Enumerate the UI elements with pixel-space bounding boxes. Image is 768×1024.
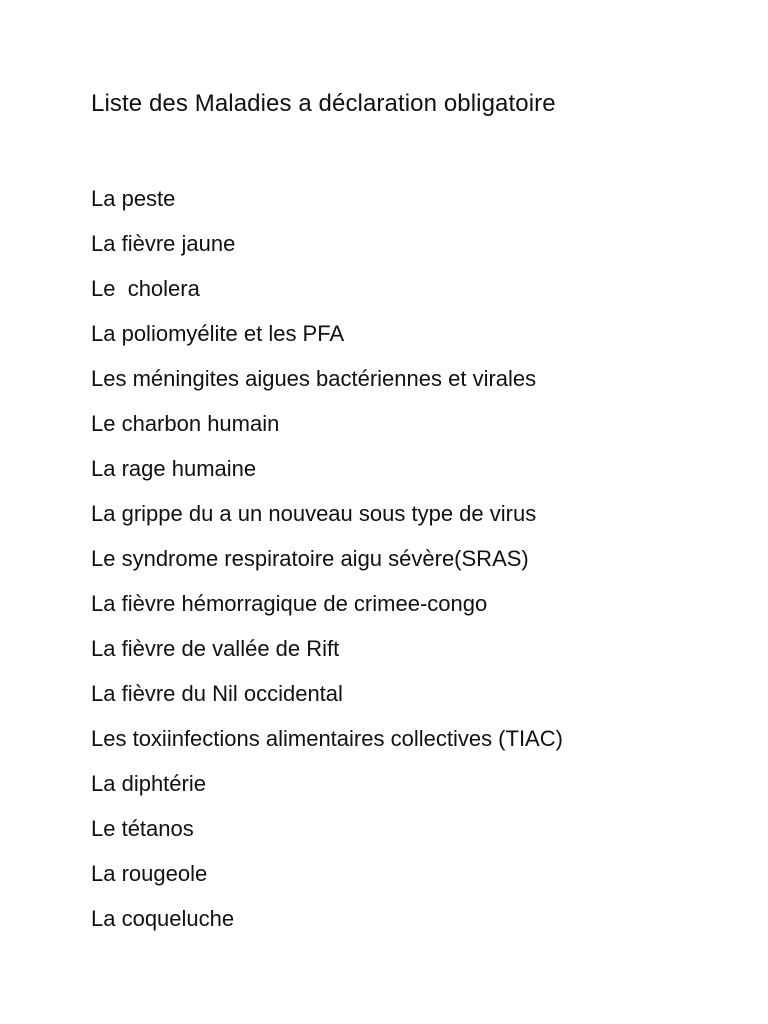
- list-item: Les méningites aigues bactériennes et virales: [91, 366, 537, 391]
- list-item: La rougeole: [91, 861, 208, 886]
- disease-list: [91, 183, 563, 948]
- list-item: Le syndrome respiratoire aigu sévère(SRAS): [91, 546, 529, 571]
- list-item: La grippe du a un nouveau sous type de virus: [91, 501, 537, 526]
- list-item: La poliomyélite et les PFA: [91, 321, 345, 346]
- list-item: Le cholera: [91, 276, 200, 301]
- list-item: La coqueluche: [91, 906, 235, 931]
- list-item: Les toxiinfections alimentaires collectives (TIAC): [91, 726, 563, 751]
- list-item: La fièvre de vallée de Rift: [91, 636, 340, 661]
- document-title: Liste des Maladies a déclaration obligatoire: [91, 90, 556, 117]
- list-item: La fièvre hémorragique de crimee-congo: [91, 591, 488, 616]
- list-item: La diphtérie: [91, 771, 206, 796]
- list-item: La fièvre jaune: [91, 231, 236, 256]
- list-item: Le tétanos: [91, 816, 194, 841]
- list-item: Le charbon humain: [91, 411, 280, 436]
- list-item: La peste: [91, 186, 176, 211]
- list-item: La fièvre du Nil occidental: [91, 681, 343, 706]
- list-item: La rage humaine: [91, 456, 257, 481]
